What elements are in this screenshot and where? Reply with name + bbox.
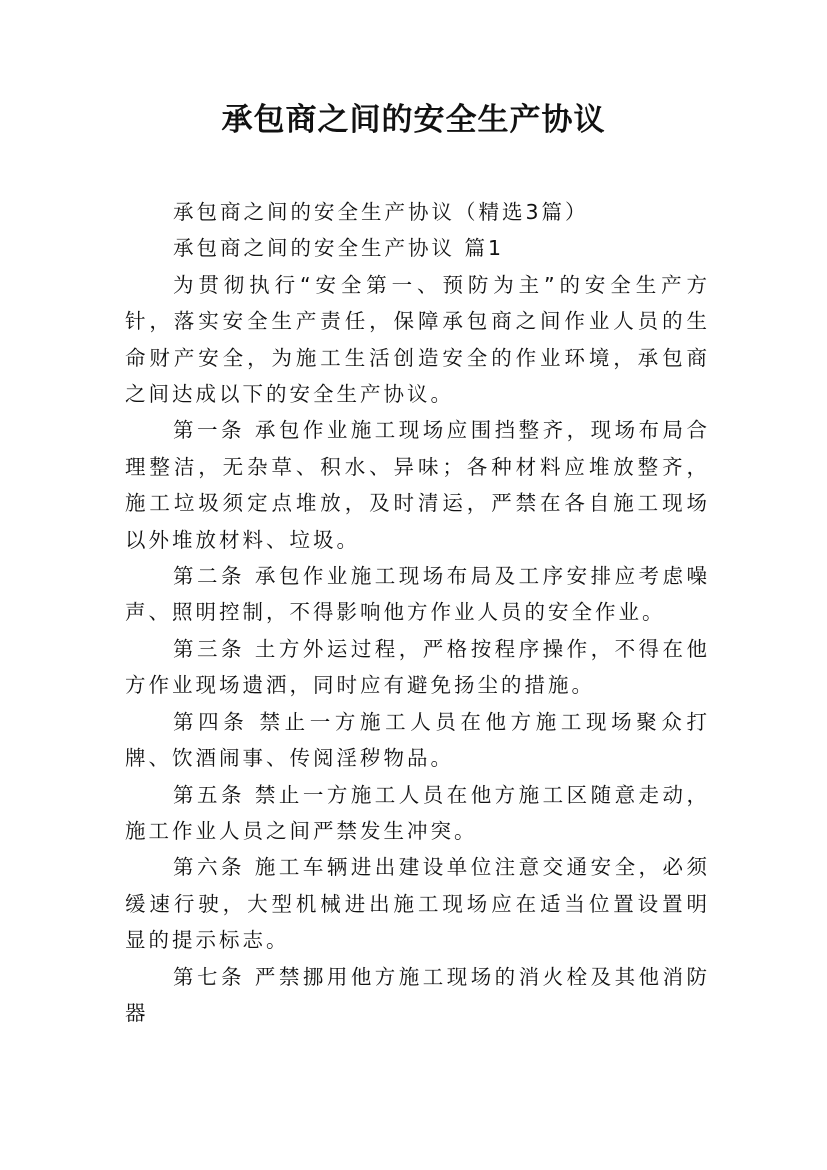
paragraph-section-heading: 承包商之间的安全生产协议 篇1	[173, 236, 505, 261]
document-title: 承包商之间的安全生产协议	[221, 102, 606, 138]
paragraph-subtitle: 承包商之间的安全生产协议（精选3篇）	[173, 200, 589, 224]
paragraph-article-3: 第三条 土方外运过程，严格按程序操作，不得在他方作业现场遗洒，同时应有避免扬尘的措施。	[125, 636, 710, 698]
paragraph-article-4: 第四条 禁止一方施工人员在他方施工现场聚众打牌、饮酒闹事、传阅淫秽物品。	[125, 709, 710, 771]
paragraph-article-5: 第五条 禁止一方施工人员在他方施工区随意走动，施工作业人员之间严禁发生冲突。	[125, 782, 710, 843]
paragraph-article-2: 第二条 承包作业施工现场布局及工序安排应考虑噪声、照明控制，不得影响他方作业人员的安全作业。	[125, 564, 710, 625]
paragraph-article-7: 第七条 严禁挪用他方施工现场的消火栓及其他消防器	[125, 964, 710, 1025]
paragraph-intro: 为贯彻执行“安全第一、预防为主”的安全生产方针，落实安全生产责任，保障承包商之间作业人员的生命财产安全，为施工生活创造安全的作业环境，承包商之间达成以下的安全生产协议。	[125, 272, 710, 407]
document-body	[125, 194, 710, 1031]
paragraph-article-6: 第六条 施工车辆进出建设单位注意交通安全，必须缓速行驶，大型机械进出施工现场应在适当位置设置明显的提示标志。	[125, 855, 710, 953]
paragraph-article-1: 第一条 承包作业施工现场应围挡整齐，现场布局合理整洁，无杂草、积水、异味；各种材料应堆放整齐，施工垃圾须定点堆放，及时清运，严禁在各自施工现场以外堆放材料、垃圾。	[125, 418, 710, 552]
